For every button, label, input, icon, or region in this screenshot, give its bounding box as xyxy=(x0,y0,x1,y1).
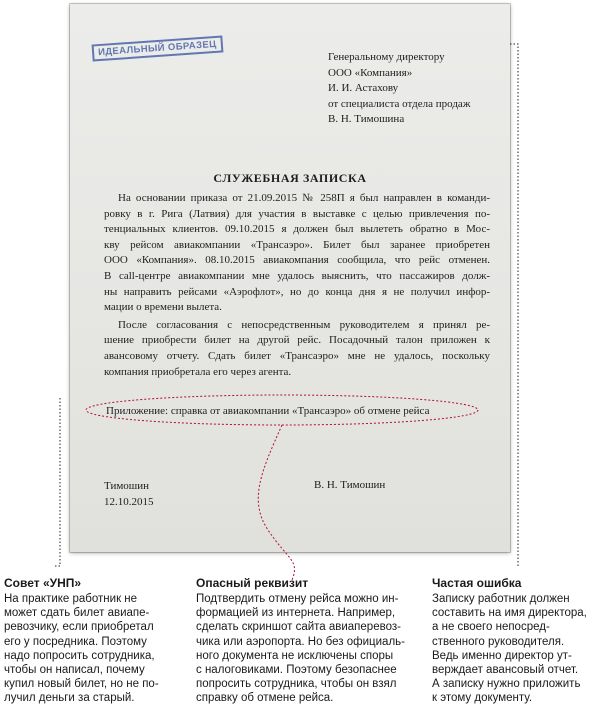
note-title: Совет «УНП» xyxy=(4,576,82,590)
body-line: ны направить рейсами «Аэрофлот», но до конца дня я не получил инфор- xyxy=(104,285,490,298)
note-line: а не своего непосред- xyxy=(432,621,550,634)
note-common-mistake xyxy=(432,576,596,706)
note-title: Опасный реквизит xyxy=(196,576,309,590)
note-line: ного документа не исключены споры xyxy=(196,649,394,662)
body-line: ровку в г. Рига (Латвия) для участия в выставке с целью привлечения по- xyxy=(104,207,490,220)
body-line: авансовому отчету. Сдать билет «Трансаэро» мне не удалось, поскольку xyxy=(104,349,490,362)
note-line: чика или аэропорта. Но без официаль- xyxy=(196,635,405,648)
note-tip xyxy=(4,576,174,706)
body-line: шение приобрести билет на другой рейс. Посадочный талон приложен к xyxy=(104,334,490,347)
document-title: СЛУЖЕБНАЯ ЗАПИСКА xyxy=(213,171,367,185)
addressee-line: И. И. Астахову xyxy=(328,82,399,94)
note-line: попросить сотрудника, чтобы он взял xyxy=(196,678,397,691)
addressee-line: В. Н. Тимошина xyxy=(328,113,405,125)
attachment-line: Приложение: справка от авиакомпании «Трансаэро» об отмене рейса xyxy=(106,405,430,417)
memo-date: 12.10.2015 xyxy=(104,495,154,508)
note-line: На практике работник не xyxy=(4,593,138,605)
note-line: верждает авансовый отчет. xyxy=(432,664,579,677)
middle-note-pointer xyxy=(258,425,294,580)
addressee-line: ООО «Компания» xyxy=(328,66,413,79)
sample-stamp: ИДЕАЛЬНЫЙ ОБРАЗЕЦ xyxy=(92,35,224,61)
note-line: надо попросить сотрудника, xyxy=(4,649,155,662)
note-line: может сдать билет авиапе- xyxy=(4,607,150,620)
note-line: чтобы он написал, почему xyxy=(4,664,145,677)
note-line: ревозчику, если приобретал xyxy=(4,621,154,634)
note-line: с налоговиками. Поэтому безопаснее xyxy=(196,664,397,677)
attachment-highlight-ellipse xyxy=(86,395,478,425)
note-line: к этому документу. xyxy=(432,692,533,705)
signer-name-left: Тимошин xyxy=(104,480,150,492)
note-line: его у посредника. Поэтому xyxy=(4,635,147,648)
note-line: Ведь именно директор ут- xyxy=(432,649,572,662)
right-note-connector xyxy=(510,44,520,566)
note-line: Записку работник должен xyxy=(432,593,570,605)
signer-name-right: В. Н. Тимошин xyxy=(314,479,386,491)
note-line: А записку нужно приложить xyxy=(432,678,581,691)
left-note-connector xyxy=(54,398,60,566)
note-line: лучил деньги за старый. xyxy=(4,692,135,705)
body-line: В call-центре авиакомпании мне удалось выяснить, что пассажиров долж- xyxy=(104,269,490,282)
note-line: Подтвердить отмену рейса можно ин- xyxy=(196,593,399,605)
notes-section xyxy=(0,576,600,718)
note-line: справку об отмене рейса. xyxy=(196,692,334,705)
body-line: ООО «Компания». 08.10.2015 авиакомпания сообщила, что рейс отменен. xyxy=(104,254,490,267)
addressee-line: от специалиста отдела продаж xyxy=(328,97,471,110)
body-line: кву рейсом авиакомпании «Трансаэро». Билет был заранее приобретен xyxy=(104,238,490,251)
note-dangerous-requisite xyxy=(196,576,406,706)
note-line: составить на имя директора, xyxy=(432,607,587,620)
body-line: На основании приказа от 21.09.2015 № 258П я был направлен в команди- xyxy=(118,192,490,204)
body-line: После согласования с непосредственным руководителем я принял ре- xyxy=(118,318,490,331)
note-line: ственного руководителя. xyxy=(432,635,565,648)
note-line: купил новый билет, но не по- xyxy=(4,678,159,691)
note-title: Частая ошибка xyxy=(432,576,522,590)
note-line: формацией из интернета. Например, xyxy=(196,607,396,620)
body-line: тенциальных клиентов. 09.10.2015 я должен был вылететь обратно в Мос- xyxy=(104,223,490,236)
body-line: мации о времени вылета. xyxy=(104,301,222,314)
addressee-line: Генеральному директору xyxy=(328,51,445,63)
note-line: сделать скриншот сайта авиаперевоз- xyxy=(196,621,401,634)
body-line: компания приобретала его через агента. xyxy=(104,365,292,378)
